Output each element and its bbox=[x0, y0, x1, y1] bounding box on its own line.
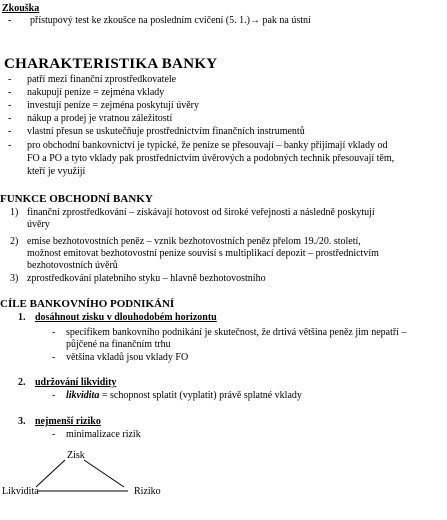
characteristics-item: FO a PO a tyto vklady pak prostřednictvím úvěrových a podobných technik přesouvají těm, bbox=[27, 153, 395, 164]
exam-title: Zkouška bbox=[2, 3, 40, 14]
functions-title: FUNKCE OBCHODNÍ BANKY bbox=[0, 193, 153, 205]
bullet-dash: - bbox=[8, 74, 12, 85]
bullet-dash: - bbox=[52, 352, 56, 363]
goal-number: 1. bbox=[18, 312, 26, 323]
diagram-label-riziko: Riziko bbox=[134, 486, 161, 497]
bullet-dash: - bbox=[8, 140, 12, 151]
functions-number: 2) bbox=[10, 236, 19, 247]
goal-term: likvidita bbox=[66, 390, 100, 401]
functions-number: 1) bbox=[10, 207, 19, 218]
bullet-dash: - bbox=[52, 390, 56, 401]
goal-heading: dosáhnout zisku v dlouhodobém horizontu bbox=[35, 312, 217, 323]
diagram-line-left bbox=[36, 460, 65, 487]
exam-line: přístupový test ke zkoušce na posledním cvičení (5. 1.)→ pak na ústní bbox=[30, 15, 311, 26]
characteristics-item: kteří je využijí bbox=[27, 166, 86, 177]
goal-number: 2. bbox=[18, 377, 26, 388]
functions-line: emise bezhotovostních peněz – vznik bezhotovostních peněz přelom 19./20. století, bbox=[27, 236, 361, 247]
goal-line: půjčené na finančním trhu bbox=[66, 339, 171, 350]
characteristics-item: pro obchodní bankovnictví je typické, že peníze se přesouvají – banky přijímají vklady od bbox=[27, 140, 388, 151]
functions-line: úvěry bbox=[27, 219, 50, 230]
characteristics-title: CHARAKTERISTIKA BANKY bbox=[4, 56, 218, 72]
goal-definition-line bbox=[66, 390, 302, 402]
goal-heading: nejmenší riziko bbox=[35, 416, 101, 427]
bullet-dash: - bbox=[8, 15, 12, 26]
functions-number: 3) bbox=[10, 273, 19, 284]
functions-line: zprostředkování platebního styku – hlavně bezhotovostního bbox=[27, 273, 266, 284]
goal-number: 3. bbox=[18, 416, 26, 427]
goal-line: většina vkladů jsou vklady FO bbox=[66, 352, 189, 363]
bullet-dash: - bbox=[52, 327, 56, 338]
goal-line: minimalizace rizik bbox=[66, 429, 141, 440]
bullet-dash: - bbox=[8, 100, 12, 111]
characteristics-item: nákup a prodej je vratnou záležitostí bbox=[27, 113, 173, 124]
diagram-line-right bbox=[84, 460, 124, 487]
goal-definition: = schopnost splatit (vyplatit) právě splatné vklady bbox=[99, 390, 302, 401]
bullet-dash: - bbox=[8, 113, 12, 124]
characteristics-item: patří mezi finanční zprostředkovatele bbox=[27, 74, 177, 85]
goals-title: CÍLE BANKOVNÍHO PODNIKÁNÍ bbox=[0, 298, 175, 310]
diagram-label-likvidita: Likvidita bbox=[2, 486, 39, 497]
bullet-dash: - bbox=[52, 429, 56, 440]
characteristics-item: investují peníze = zejména poskytují úvěry bbox=[27, 100, 199, 111]
characteristics-item: nakupují peníze = zejména vklady bbox=[27, 87, 165, 98]
functions-line: bezhotovostních úvěrů bbox=[27, 260, 118, 271]
diagram-label-zisk: Zisk bbox=[67, 450, 85, 461]
bullet-dash: - bbox=[8, 87, 12, 98]
characteristics-item: vlastní přesun se uskutečňuje prostřednictvím finančních instrumentů bbox=[27, 126, 305, 137]
functions-line: finanční zprostředkování – získávají hotovost od široké veřejnosti a následně poskytují bbox=[27, 207, 375, 218]
goal-line: specifikem bankovního podnikání je skutečnost, že drtivá většina peněz jim nepatří – bbox=[66, 327, 407, 338]
goal-heading: udržování likvidity bbox=[35, 377, 117, 388]
functions-line: možnost emitovat bezhotovostní peníze souvisí s multiplikací depozit – prostřednictvím bbox=[27, 248, 379, 259]
bullet-dash: - bbox=[8, 126, 12, 137]
